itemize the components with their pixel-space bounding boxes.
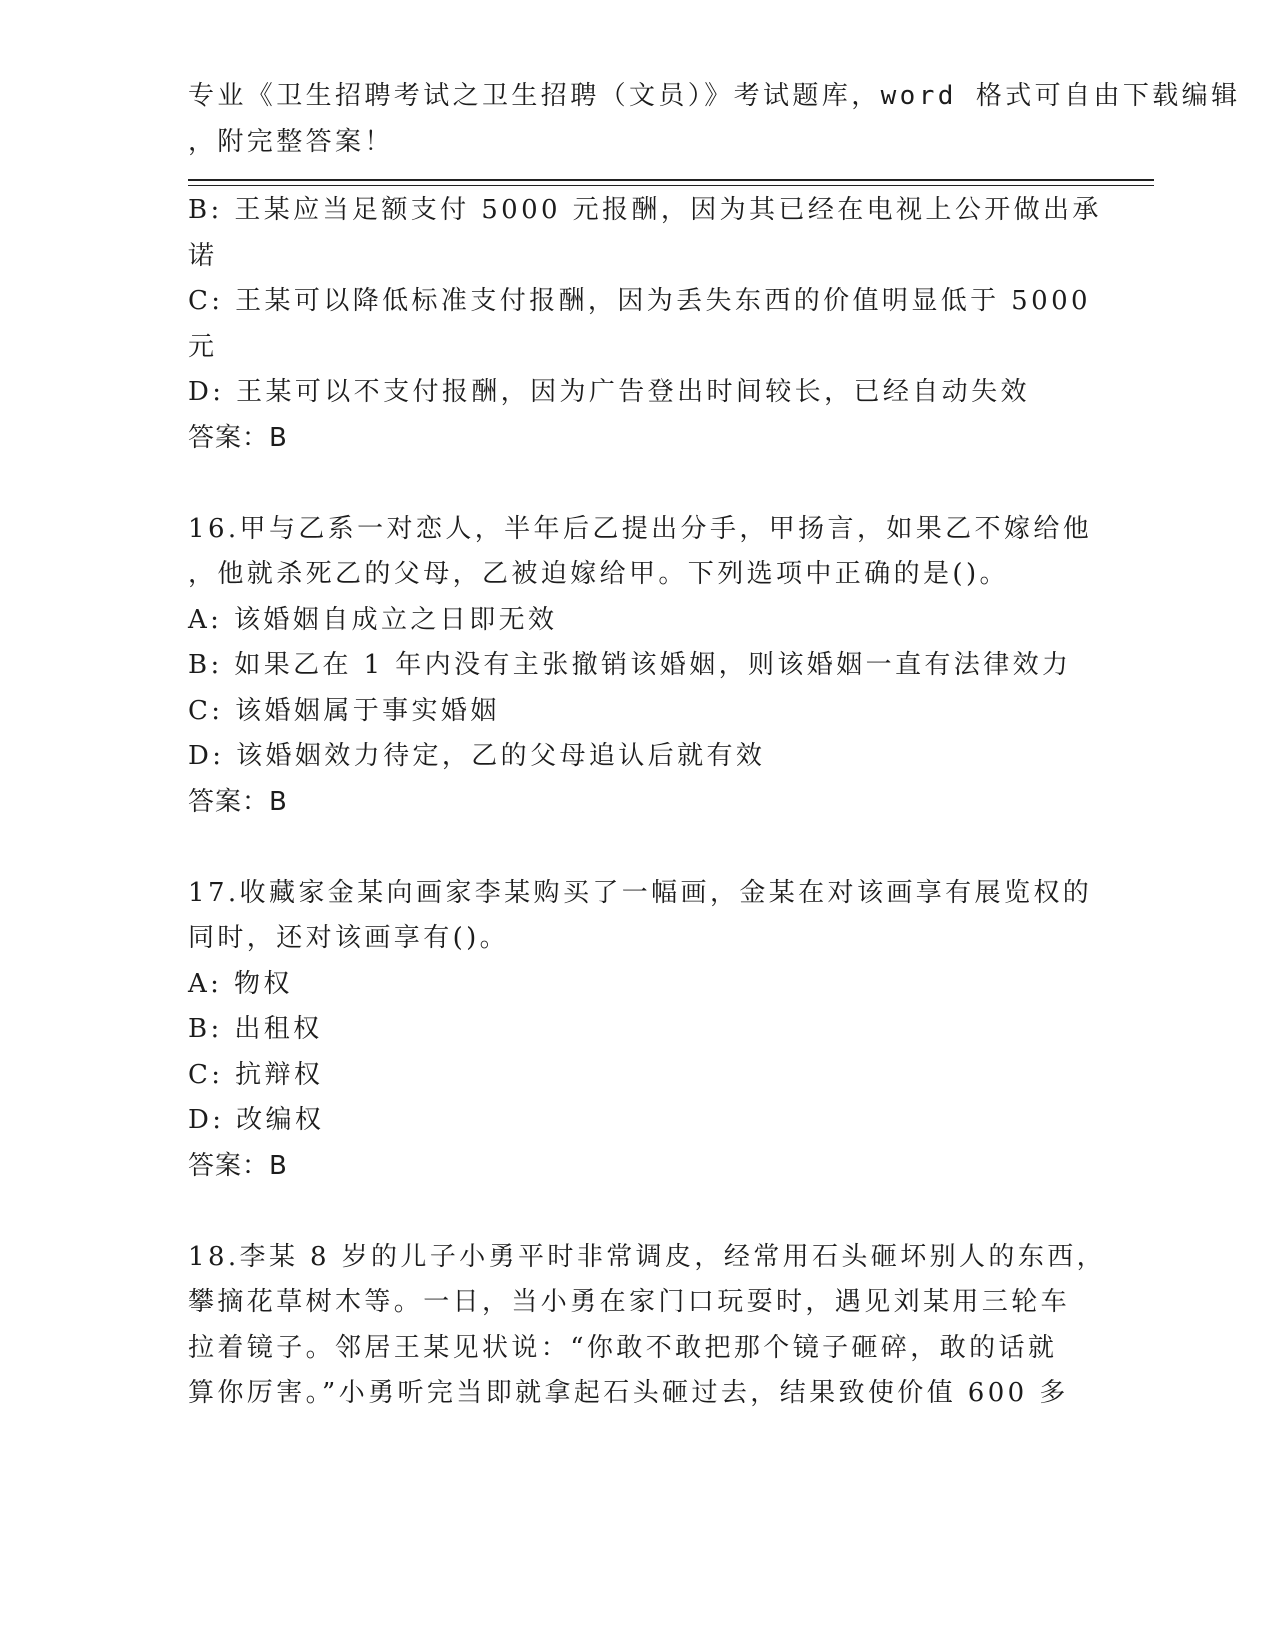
document-body — [188, 188, 1107, 1417]
answer-line: 答案：B — [188, 786, 288, 817]
option-d: D: 该婚姻效力待定，乙的父母追认后就有效 — [188, 741, 766, 771]
option-a: A: 该婚姻自成立之日即无效 — [188, 604, 558, 635]
option-line: D: 王某可以不支付报酬，因为广告登出时间较长，已经自动失效 — [188, 377, 1030, 407]
question-text-line: 算你厉害。”小勇听完当即就拿起石头砸过去，结果致使价值 600 多 — [188, 1378, 1069, 1408]
option-d: D: 改编权 — [188, 1105, 325, 1135]
question-15-continued — [188, 188, 1102, 461]
question-17 — [188, 871, 1093, 1190]
spacer — [188, 825, 1088, 871]
question-text-line: 同时，还对该画享有()。 — [188, 923, 510, 953]
header-divider-thin — [188, 185, 1154, 186]
option-line: B: 王某应当足额支付 5000 元报酬，因为其已经在电视上公开做出承 — [188, 195, 1102, 225]
question-text-line: 拉着镜子。邻居王某见状说：“你敢不敢把那个镜子砸碎，敢的话就 — [188, 1332, 1058, 1363]
header-line: ，附完整答案！ — [188, 126, 394, 157]
question-16 — [188, 507, 1093, 826]
question-text-line: 17.收藏家金某向画家李某购买了一幅画，金某在对该画享有展览权的 — [188, 877, 1093, 908]
question-text-line: 18.李某 8 岁的儿子小勇平时非常调皮，经常用石头砸坏别人的东西， — [188, 1241, 1107, 1272]
document-header — [188, 74, 1241, 165]
option-a: A: 物权 — [188, 968, 293, 999]
answer-line: 答案：B — [188, 1150, 288, 1181]
question-text-line: 攀摘花草树木等。一日，当小勇在家门口玩耍时，遇见刘某用三轮车 — [188, 1287, 1071, 1317]
option-b: B: 如果乙在 1 年内没有主张撤销该婚姻，则该婚姻一直有法律效力 — [188, 650, 1072, 680]
option-c: C: 抗辩权 — [188, 1059, 324, 1090]
spacer — [188, 461, 1088, 507]
question-text-line: 16.甲与乙系一对恋人，半年后乙提出分手，甲扬言，如果乙不嫁给他 — [188, 513, 1093, 544]
option-b: B: 出租权 — [188, 1014, 323, 1044]
spacer — [188, 1189, 1088, 1235]
option-line: 元 — [188, 331, 218, 362]
header-divider-thick — [188, 179, 1154, 181]
option-line: C: 王某可以降低标准支付报酬，因为丢失东西的价值明显低于 5000 — [188, 286, 1091, 316]
question-text-line: ，他就杀死乙的父母，乙被迫嫁给甲。下列选项中正确的是()。 — [188, 559, 1009, 589]
option-line: 诺 — [188, 240, 218, 271]
header-line: 专业《卫生招聘考试之卫生招聘（文员）》考试题库，word 格式可自由下载编辑 — [188, 81, 1241, 111]
question-18 — [188, 1235, 1107, 1417]
option-c: C: 该婚姻属于事实婚姻 — [188, 695, 500, 726]
answer-line: 答案：B — [188, 422, 288, 453]
